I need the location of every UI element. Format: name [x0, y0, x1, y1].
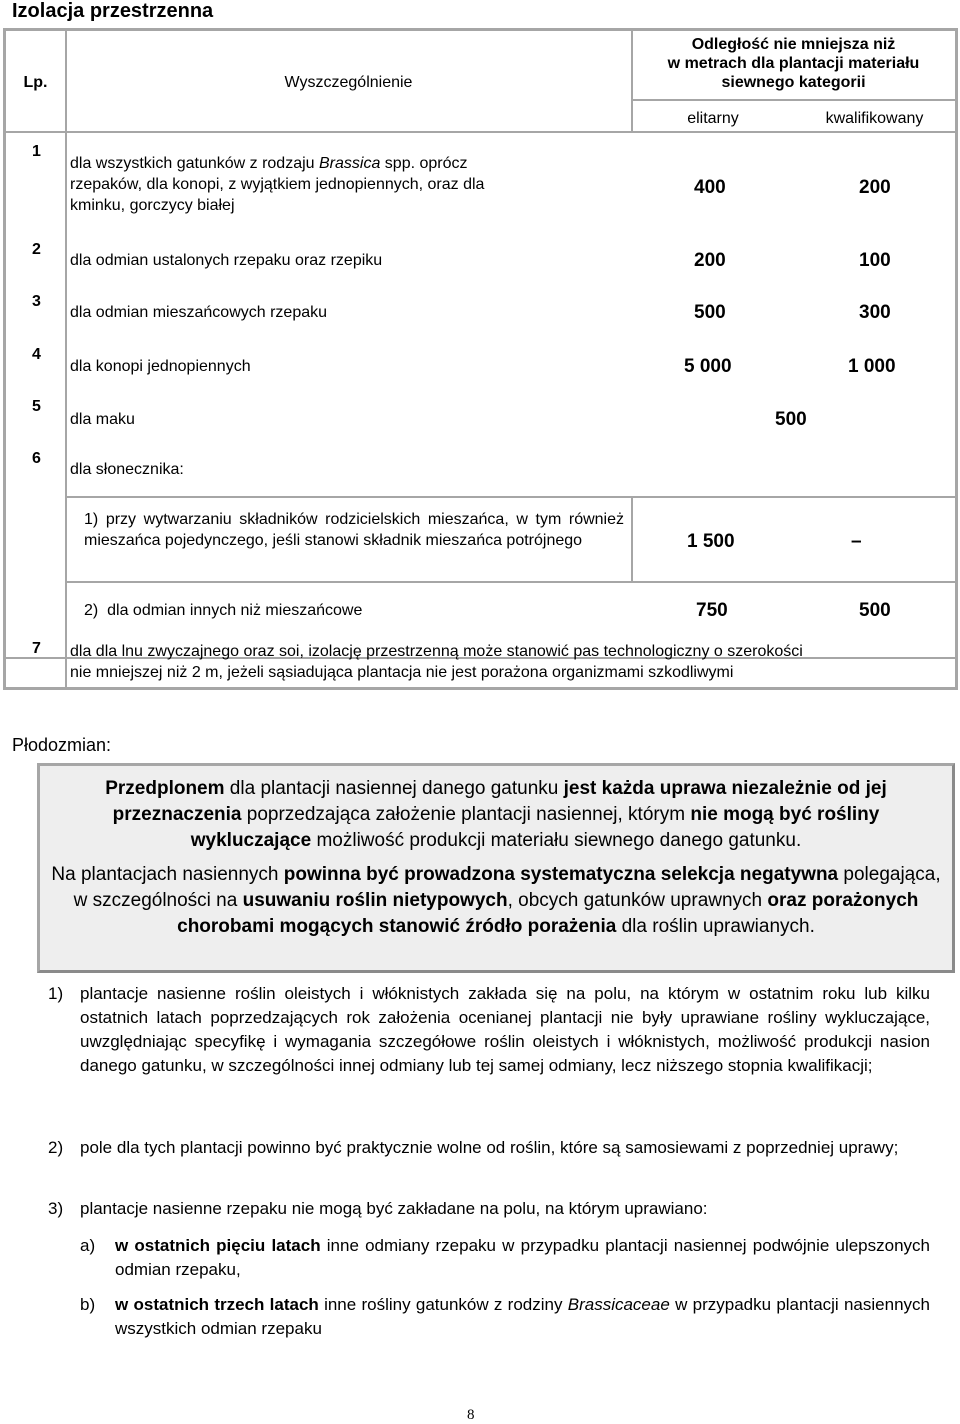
value-qualified: –: [851, 531, 862, 552]
sublist-item: w ostatnich trzech latach inne rośliny gatunków z rodziny Brassicaceae w przypadku plantacji nasiennych wszystkich odmian rzepaku: [115, 1295, 930, 1338]
row-number: 7: [32, 640, 41, 657]
list-item: plantacje nasienne roślin oleistych i włóknistych zakłada się na polu, na którym w ostatnim roku lub kilku ostatnich latach poprzedzających rok założenia ocenianej plantacji nie były uprawiane rośliny wykluczające, uwzględniając specyfikę i wymagania szczegółowe roślin oleistych i włóknistych, możliwość produkcji nasion danego gatunku, w szczególności innej odmiany lub tej samej odmiany, lecz niższego stopnia kwalifikacji;: [80, 984, 930, 1075]
sub-row-text: 2) dla odmian innych niż mieszańcowe: [84, 602, 363, 619]
row-text: dla odmian mieszańcowych rzepaku: [70, 304, 328, 321]
page-number: 8: [467, 1407, 475, 1423]
header-item: Wyszczególnienie: [284, 74, 413, 91]
value-qualified: 1 000: [848, 356, 896, 377]
sublist-letter: b): [80, 1295, 96, 1314]
value-elite: 500: [694, 302, 726, 323]
list-number: 1): [48, 984, 64, 1003]
sublist-item: w ostatnich pięciu latach inne odmiany rzepaku w przypadku plantacji nasiennej podwójnie ulepszonych odmian rzepaku,: [115, 1236, 930, 1279]
sublist-letter: a): [80, 1236, 96, 1255]
value-qualified: 500: [859, 600, 891, 621]
list-item: plantacje nasienne rzepaku nie mogą być zakładane na polu, na którym uprawiano:: [80, 1199, 708, 1218]
sub-row-text: 1) przy wytwarzaniu składników rodzicielskich mieszańca, w tym również mieszańca pojedynczego, jeśli stanowi składnik mieszańca potrójnego: [84, 511, 624, 549]
value-elite: 400: [694, 177, 726, 198]
row-text: dla wszystkich gatunków z rodzaju Brassica spp. oprócz rzepaków, dla konopi, z wyjątkiem jednopiennych, oraz dla kminku, gorczycy białej: [70, 155, 485, 214]
row-number: 3: [32, 293, 41, 310]
value-elite: 200: [694, 250, 726, 271]
info-box: [37, 763, 955, 973]
header-elite: elitarny: [687, 110, 739, 127]
value-both: 500: [775, 409, 807, 430]
list-number: 2): [48, 1138, 64, 1157]
row-number: 2: [32, 241, 41, 258]
row-text: dla maku: [70, 411, 135, 428]
info-paragraph: Na plantacjach nasiennych powinna być prowadzona systematyczna selekcja negatywna polegająca, w szczególności na usuwaniu roślin nietypowych, obcych gatunków uprawnych oraz porażonych chorobami mogących stanowić źródło porażenia dla roślin uprawianych.: [51, 864, 941, 937]
row-number: 1: [32, 143, 41, 160]
value-qualified: 100: [859, 250, 891, 271]
value-qualified: 300: [859, 302, 891, 323]
row-number: 6: [32, 450, 41, 467]
info-paragraph: Przedplonem dla plantacji nasiennej danego gatunku jest każda uprawa niezależnie od jej przeznaczenia poprzedzająca założenie plantacji nasiennej, którym nie mogą być rośliny wykluczające możliwość produkcji materiału siewnego danego gatunku.: [105, 778, 887, 851]
value-qualified: 200: [859, 177, 891, 198]
value-elite: 1 500: [687, 531, 735, 552]
header-qualified: kwalifikowany: [825, 110, 924, 127]
section-heading: Płodozmian:: [12, 735, 112, 755]
row-number: 4: [32, 346, 41, 363]
header-distance: Odległość nie mniejsza niż w metrach dla plantacji materiału siewnego kategorii: [667, 36, 920, 91]
list-item: pole dla tych plantacji powinno być praktycznie wolne od roślin, które są samosiewami z poprzedniej uprawy;: [80, 1138, 899, 1157]
value-elite: 750: [696, 600, 728, 621]
row-text: dla słonecznika:: [70, 461, 184, 478]
row-number: 5: [32, 398, 41, 415]
page-title: Izolacja przestrzenna: [12, 0, 214, 22]
value-elite: 5 000: [684, 356, 732, 377]
row-text: dla dla lnu zwyczajnego oraz soi, izolację przestrzenną może stanowić pas technologiczny o szerokości nie mniejszej niż 2 m, jeżeli sąsiadująca plantacja nie jest porażona organizmami szkodliwymi: [70, 643, 803, 681]
isolation-table: [3, 28, 958, 690]
header-lp: Lp.: [23, 74, 48, 91]
row-text: dla odmian ustalonych rzepaku oraz rzepiku: [70, 252, 383, 269]
row-text: dla konopi jednopiennych: [70, 358, 251, 375]
list-number: 3): [48, 1199, 64, 1218]
